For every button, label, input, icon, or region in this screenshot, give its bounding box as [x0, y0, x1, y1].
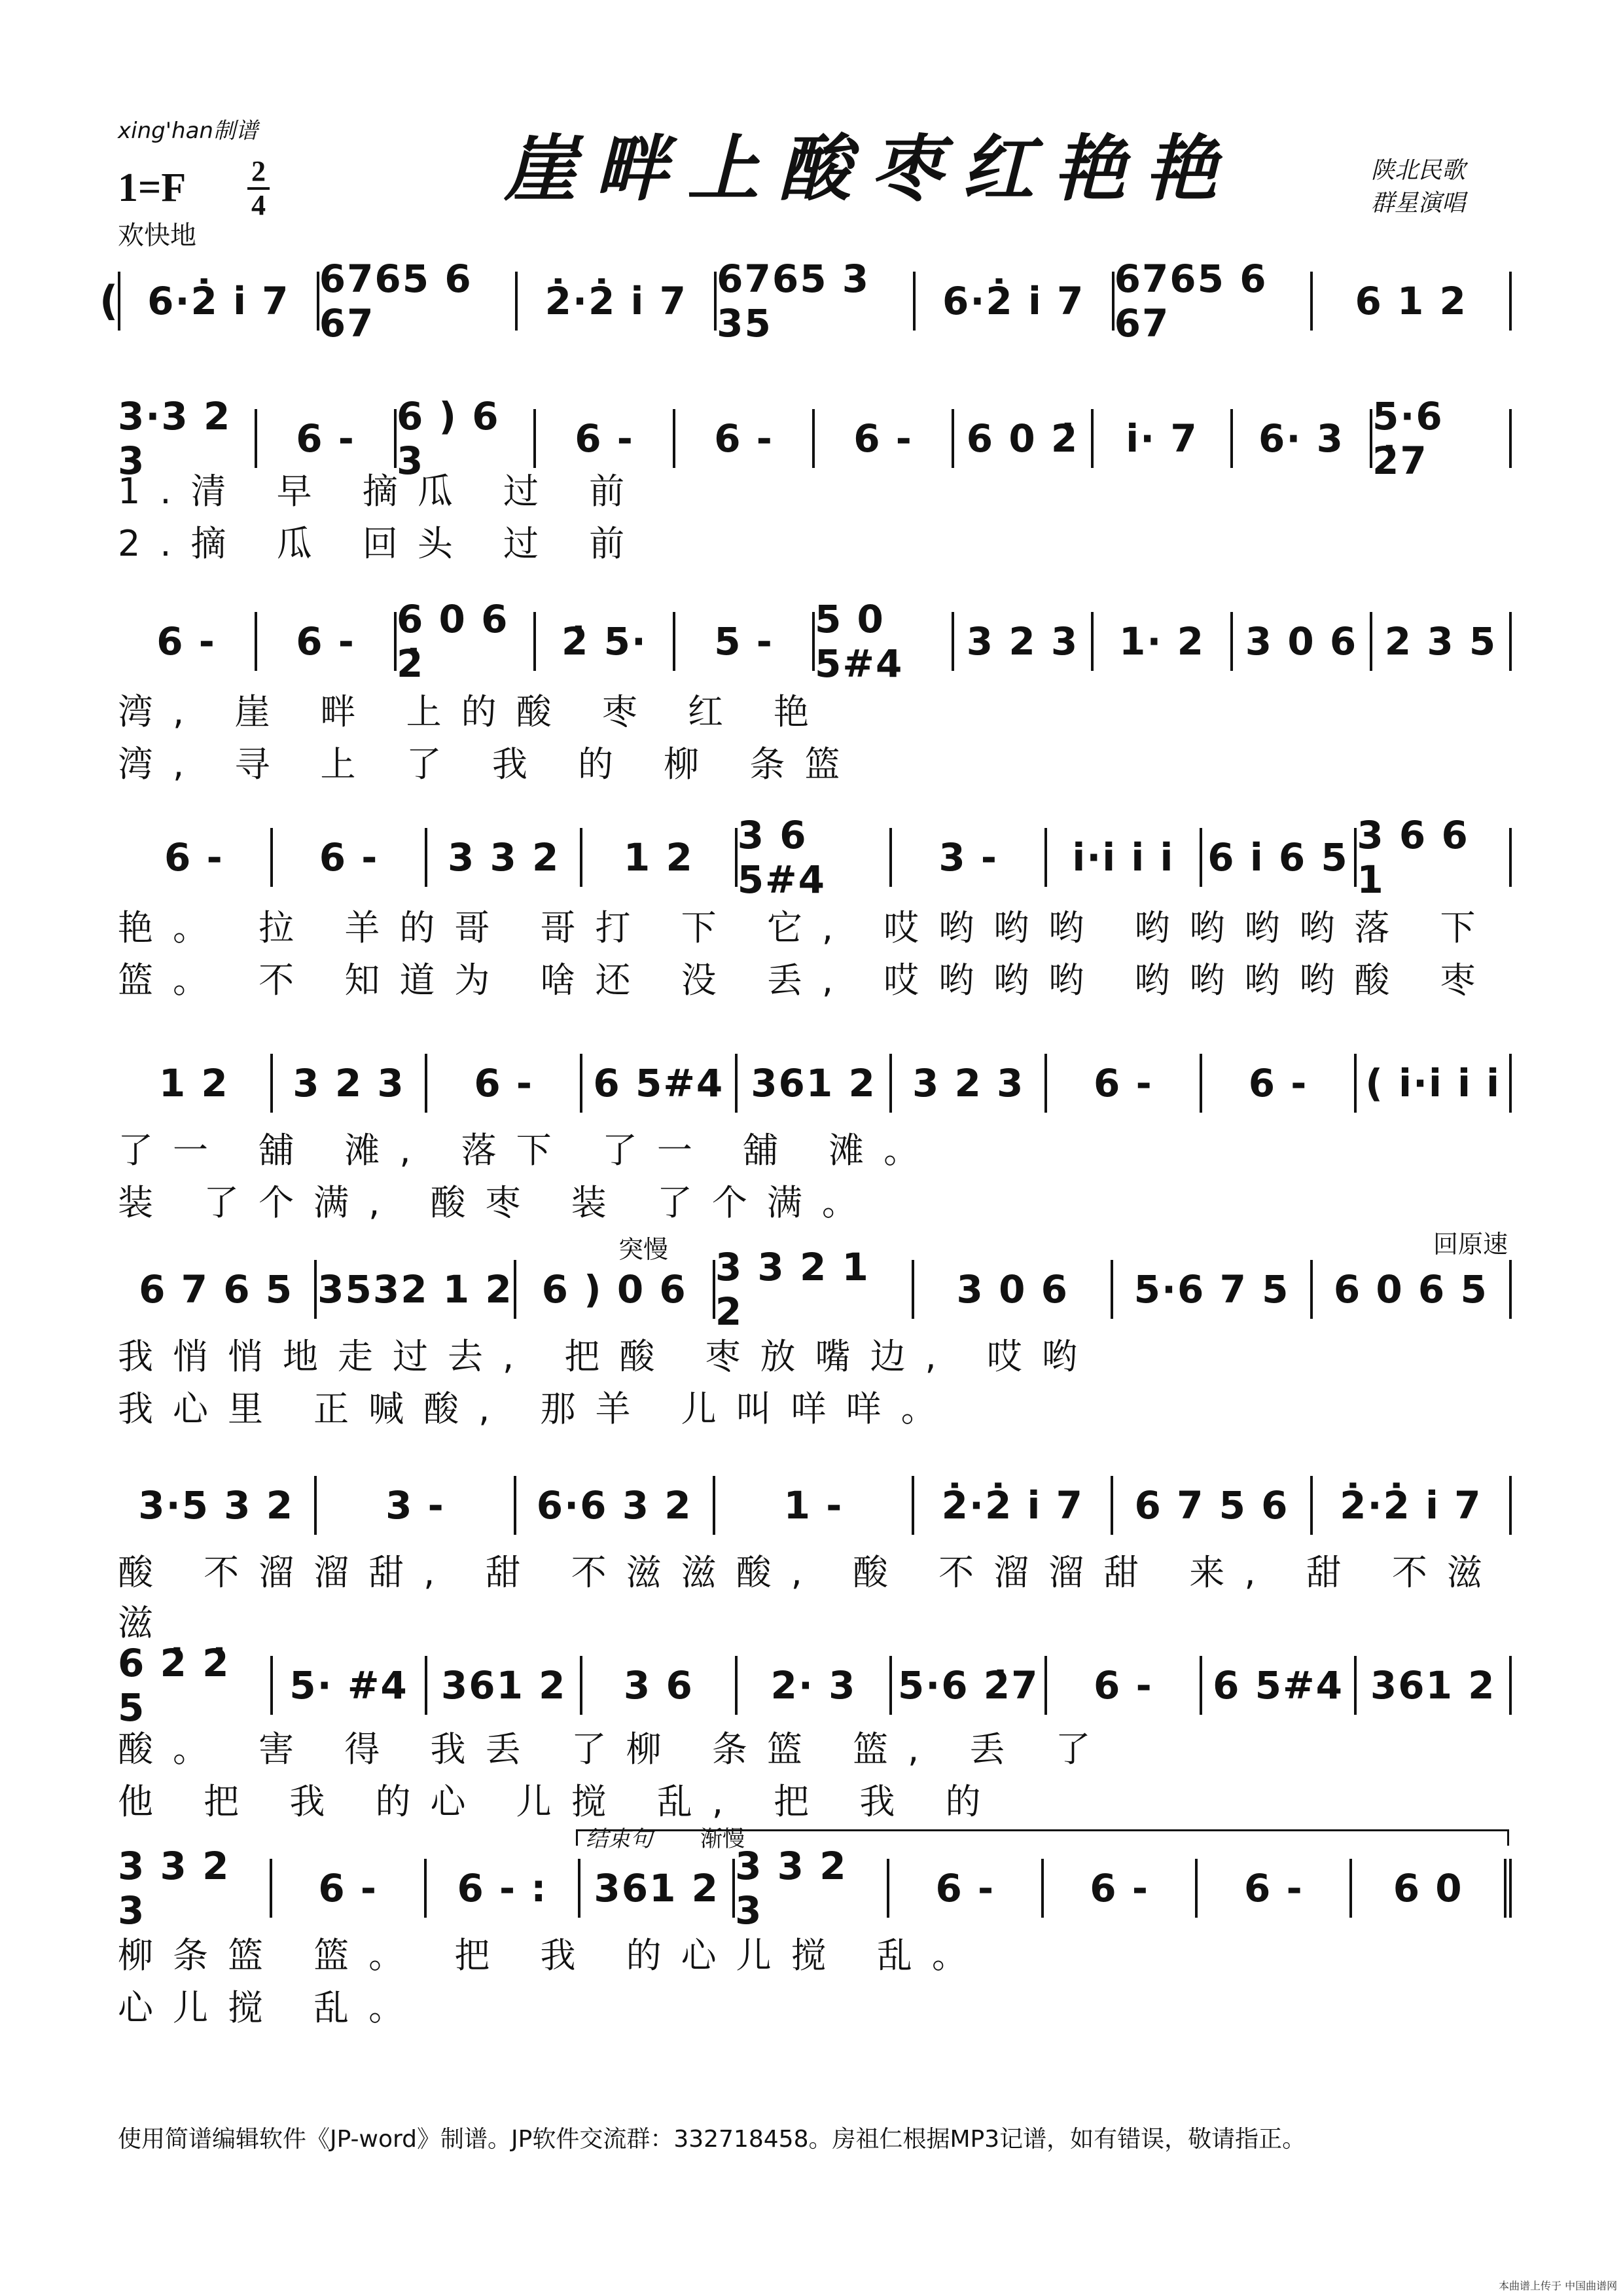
measure: 1 2 — [582, 828, 738, 887]
corner-note: 本曲谱上传于 中国曲谱网 — [1499, 2280, 1618, 2292]
staff-system-4 — [118, 813, 1512, 902]
measure: 6 - — [1044, 1859, 1198, 1918]
lyric-line: 艳。 拉 羊的哥 哥打 下 它, 哎哟哟哟 哟哟哟哟落 下 — [118, 907, 1495, 948]
measure: 6 - — [675, 409, 815, 468]
measure: 6 - — [257, 612, 397, 671]
measure: 6 - — [118, 612, 257, 671]
measure: 6765 6 67 — [319, 272, 518, 331]
time-signature-top: 2 — [251, 155, 266, 187]
footer-note: 使用简谱编辑软件《JP-word》制谱。JP软件交流群：332718458。房祖仁根据MP3记谱，如有错误，敬请指正。 — [118, 2126, 1306, 2153]
lyric-line: 我心里 正喊酸, 那羊 儿叫咩咩。 — [118, 1388, 956, 1429]
measure: 2 3 5 — [1372, 612, 1512, 671]
measure: 6 - — [427, 1054, 582, 1113]
lyric-line: 篮。 不 知道为 啥还 没 丢, 哎哟哟哟 哟哟哟哟酸 枣 — [118, 960, 1495, 1001]
staff-system-1: ( 6·2̇ i̇ 7 6765 6 67 2̇·2̇ i̇ 7 6765 3 35 6·2̇ i̇ 7 6765 6 67 6 1 2 — [118, 272, 1512, 331]
measure: 6765 6 67 — [1115, 272, 1313, 331]
measure: 6 5#4 — [582, 1054, 738, 1113]
measure: 361 2 — [738, 1054, 893, 1113]
lyric-line: 湾, 崖 畔 上的酸 枣 红 艳 — [118, 691, 829, 732]
lyric-line: 柳条篮 篮。 把 我 的心儿搅 乱。 — [118, 1935, 987, 1976]
measure: 6 2̇ 2̇ 5 — [118, 1656, 273, 1715]
staff-system-7 — [118, 1476, 1512, 1535]
measure: i̇· 7 — [1094, 409, 1233, 468]
measure: 3 6 6 1 — [1357, 828, 1512, 887]
ending-label: 结束句 — [586, 1826, 652, 1852]
arranger-credit: xing'han制谱 — [118, 118, 258, 144]
staff-system-5 — [118, 1054, 1512, 1113]
measure: 6 - — [1198, 1859, 1352, 1918]
measure: 6 0 6 2̇ — [397, 612, 536, 671]
lyric-line: 酸 不溜溜甜, 甜 不滋滋酸, 酸 不溜溜甜 来, 甜 不滋滋 — [118, 1552, 1502, 1643]
measure: 5 - — [675, 612, 815, 671]
lyric-line: 1.清 早 摘瓜 过 前 — [118, 471, 645, 512]
measure: 6 - — [1047, 1054, 1202, 1113]
measure: 6 - — [1047, 1656, 1202, 1715]
measure: 5· #4 — [273, 1656, 428, 1715]
key-signature: 1=F — [118, 166, 187, 210]
measure: 6 - — [273, 828, 428, 887]
measure: 1· 2 — [1094, 612, 1233, 671]
measure: 3 0 6 — [1233, 612, 1372, 671]
measure: 3 3 2 1 2 — [715, 1260, 914, 1319]
measure: 6 5#4 — [1202, 1656, 1357, 1715]
lyric-line: 2.摘 瓜 回头 过 前 — [118, 523, 645, 564]
measure: 3 3 2 — [427, 828, 582, 887]
measure: 361 2 — [580, 1859, 735, 1918]
lyric-line: 装 了个满, 酸枣 装 了个满。 — [118, 1182, 877, 1223]
measure: 3532 1 2 — [317, 1260, 516, 1319]
measure: 1 - — [715, 1476, 914, 1535]
staff-system-8 — [118, 1641, 1512, 1730]
measure: 6 0 — [1352, 1859, 1512, 1918]
measure: 6 7 6 5 — [118, 1260, 317, 1319]
measure: 3·3 2 3 — [118, 409, 257, 468]
time-signature — [242, 157, 275, 220]
measure: 361 2 — [427, 1656, 582, 1715]
measure: 6 0 6 5 — [1313, 1260, 1512, 1319]
measure: 3 2 3 — [273, 1054, 428, 1113]
tempo-marking: 欢快地 — [118, 221, 196, 251]
measure: 361 2 — [1357, 1656, 1512, 1715]
staff-system-2 — [118, 394, 1512, 483]
measure: 6 - — [536, 409, 675, 468]
lyric-line: 心儿搅 乱。 — [118, 1987, 424, 2028]
measure: 6 - — [272, 1859, 427, 1918]
origin-credit: 陕北民歌 — [1371, 157, 1466, 184]
measure: 5·6 2̇7 — [1372, 409, 1512, 468]
measure: ( i̇·i̇ i̇ i̇ — [1357, 1054, 1512, 1113]
time-signature-bottom: 4 — [251, 189, 266, 221]
measure: 6 - — [815, 409, 954, 468]
measure: 5 0 5#4 — [815, 612, 954, 671]
measure: 6·2̇ i̇ 7 — [916, 272, 1115, 331]
lyric-line: 酸。 害 得 我丢 了柳 条篮 篮, 丢 了 — [118, 1729, 1111, 1770]
staff-system-9 — [118, 1844, 1512, 1933]
measure: 2̇·2̇ i̇ 7 — [1313, 1476, 1512, 1535]
measure: i̇·i̇ i̇ i̇ — [1047, 828, 1202, 887]
measure: 3·5 3 2 — [118, 1476, 317, 1535]
measure: 3 2 3 — [892, 1054, 1047, 1113]
measure: 6 - — [889, 1859, 1044, 1918]
staff-system-3 — [118, 597, 1512, 686]
measure: 6 - — [257, 409, 397, 468]
measure: 2̇·2̇ i̇ 7 — [914, 1476, 1113, 1535]
lyric-line: 我悄悄地走过去, 把酸 枣放嘴边, 哎哟 — [118, 1336, 1097, 1377]
lyric-line: 他 把 我 的心 儿搅 乱, 把 我 的 — [118, 1781, 1001, 1822]
measure: 3 0 6 — [914, 1260, 1113, 1319]
measure: 6· 3 — [1233, 409, 1372, 468]
lyric-line: 了一 舖 滩, 落下 了一 舖 滩。 — [118, 1130, 939, 1171]
measure: 2· 3 — [738, 1656, 893, 1715]
measure: 5·6 7 5 — [1113, 1260, 1312, 1319]
measure: 3 6 — [582, 1656, 738, 1715]
measure: 6 i̇ 6 5 — [1202, 828, 1357, 887]
measure: 6 1 2 — [1313, 272, 1512, 331]
lyric-line: 湾, 寻 上 了 我 的 柳 条篮 — [118, 744, 860, 785]
measure: 6 - — [1202, 1054, 1357, 1113]
measure: 6 ) 6 3 — [397, 409, 536, 468]
song-title: 崖畔上酸枣红艳艳 — [504, 126, 1237, 211]
tempo-mark-sudden-slow: 突慢 — [618, 1235, 669, 1264]
measure: 1 2 — [118, 1054, 273, 1113]
measure: 2̇·2̇ i̇ 7 — [518, 272, 717, 331]
measure: 3 - — [317, 1476, 516, 1535]
measure: 3 3 2 3 — [118, 1859, 272, 1918]
measure: 6765 3 35 — [717, 272, 916, 331]
performer-credit: 群星演唱 — [1371, 190, 1466, 217]
measure: 6 - — [118, 828, 273, 887]
measure: 5·6 2̇7 — [892, 1656, 1047, 1715]
measure: 6·2̇ i̇ 7 — [118, 272, 319, 331]
measure: 2̇ 5· — [536, 612, 675, 671]
measure: 3 6 5#4 — [738, 828, 893, 887]
measure: 6 0 2̇ — [954, 409, 1094, 468]
measure: 6 ) 0 6 — [516, 1260, 715, 1319]
measure: 3 3 2 3 — [735, 1859, 889, 1918]
measure: 3 2 3 — [954, 612, 1094, 671]
measure: 6·6 3 2 — [516, 1476, 715, 1535]
tempo-mark-original-speed: 回原速 — [1433, 1230, 1508, 1259]
tempo-mark-gradually-slower: 渐慢 — [700, 1826, 745, 1852]
measure: 3 - — [892, 828, 1047, 887]
measure: 6 - : — [427, 1859, 581, 1918]
measure: 6 7 5 6 — [1113, 1476, 1312, 1535]
